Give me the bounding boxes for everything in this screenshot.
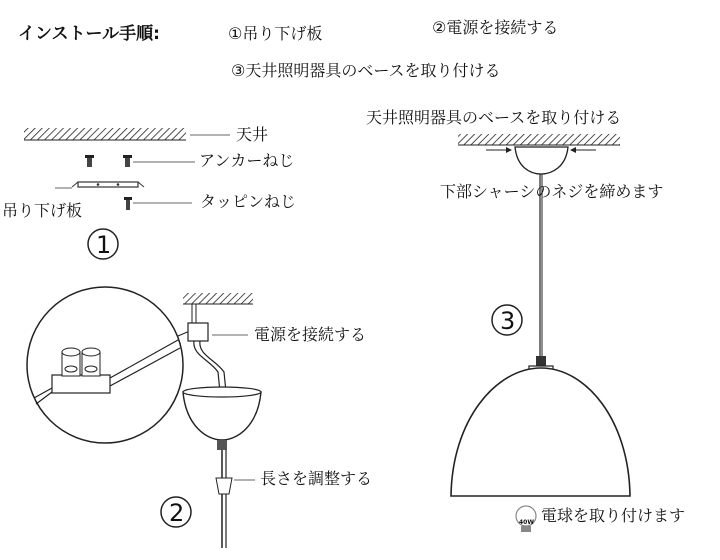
connector-detail-circle: [27, 287, 183, 443]
fig3-number: 3: [500, 307, 516, 335]
fig3-bulb-label: 電球を取り付けます: [541, 506, 686, 525]
fig3-tighten-label: 下部シャーシのネジを締めます: [440, 182, 664, 201]
anchor-screw-icon: [85, 155, 132, 167]
fig3-ceiling: [458, 134, 620, 145]
fig2-adjust-label: 長さを調整する: [260, 469, 373, 488]
fig2-connect-label: 電源を接続する: [254, 325, 367, 344]
fig3-shade: [451, 368, 630, 496]
tapping-screw-icon: [124, 197, 132, 210]
step1-heading: ①吊り下げ板: [228, 24, 323, 43]
fig2-ceiling: [183, 293, 253, 304]
fig3-base-label: 天井照明器具のベースを取り付ける: [366, 108, 622, 127]
tapping-screw-label: タッピンねじ: [200, 192, 297, 211]
fig3-canopy: [515, 147, 568, 174]
fig2-connector-box: [188, 323, 208, 341]
fig2-number: 2: [169, 499, 185, 527]
step3-heading: ③天井照明器具のベースを取り付ける: [231, 61, 501, 80]
figure2-drawing: [27, 287, 261, 548]
fig2-canopy: [183, 392, 261, 440]
bulb-watt-label: 40W: [519, 519, 534, 526]
length-adjuster-icon: [216, 478, 232, 494]
step2-heading: ②電源を接続する: [432, 18, 559, 37]
fig1-number: 1: [96, 231, 112, 259]
anchor-screw-label: アンカーねじ: [199, 151, 295, 170]
fig1-ceiling: [24, 128, 186, 140]
hanging-plate-icon: [72, 182, 144, 187]
ceiling-label: 天井: [236, 125, 269, 144]
instruction-title: インストール手順:: [18, 24, 160, 44]
hanging-plate-label: 吊り下げ板: [2, 201, 83, 220]
